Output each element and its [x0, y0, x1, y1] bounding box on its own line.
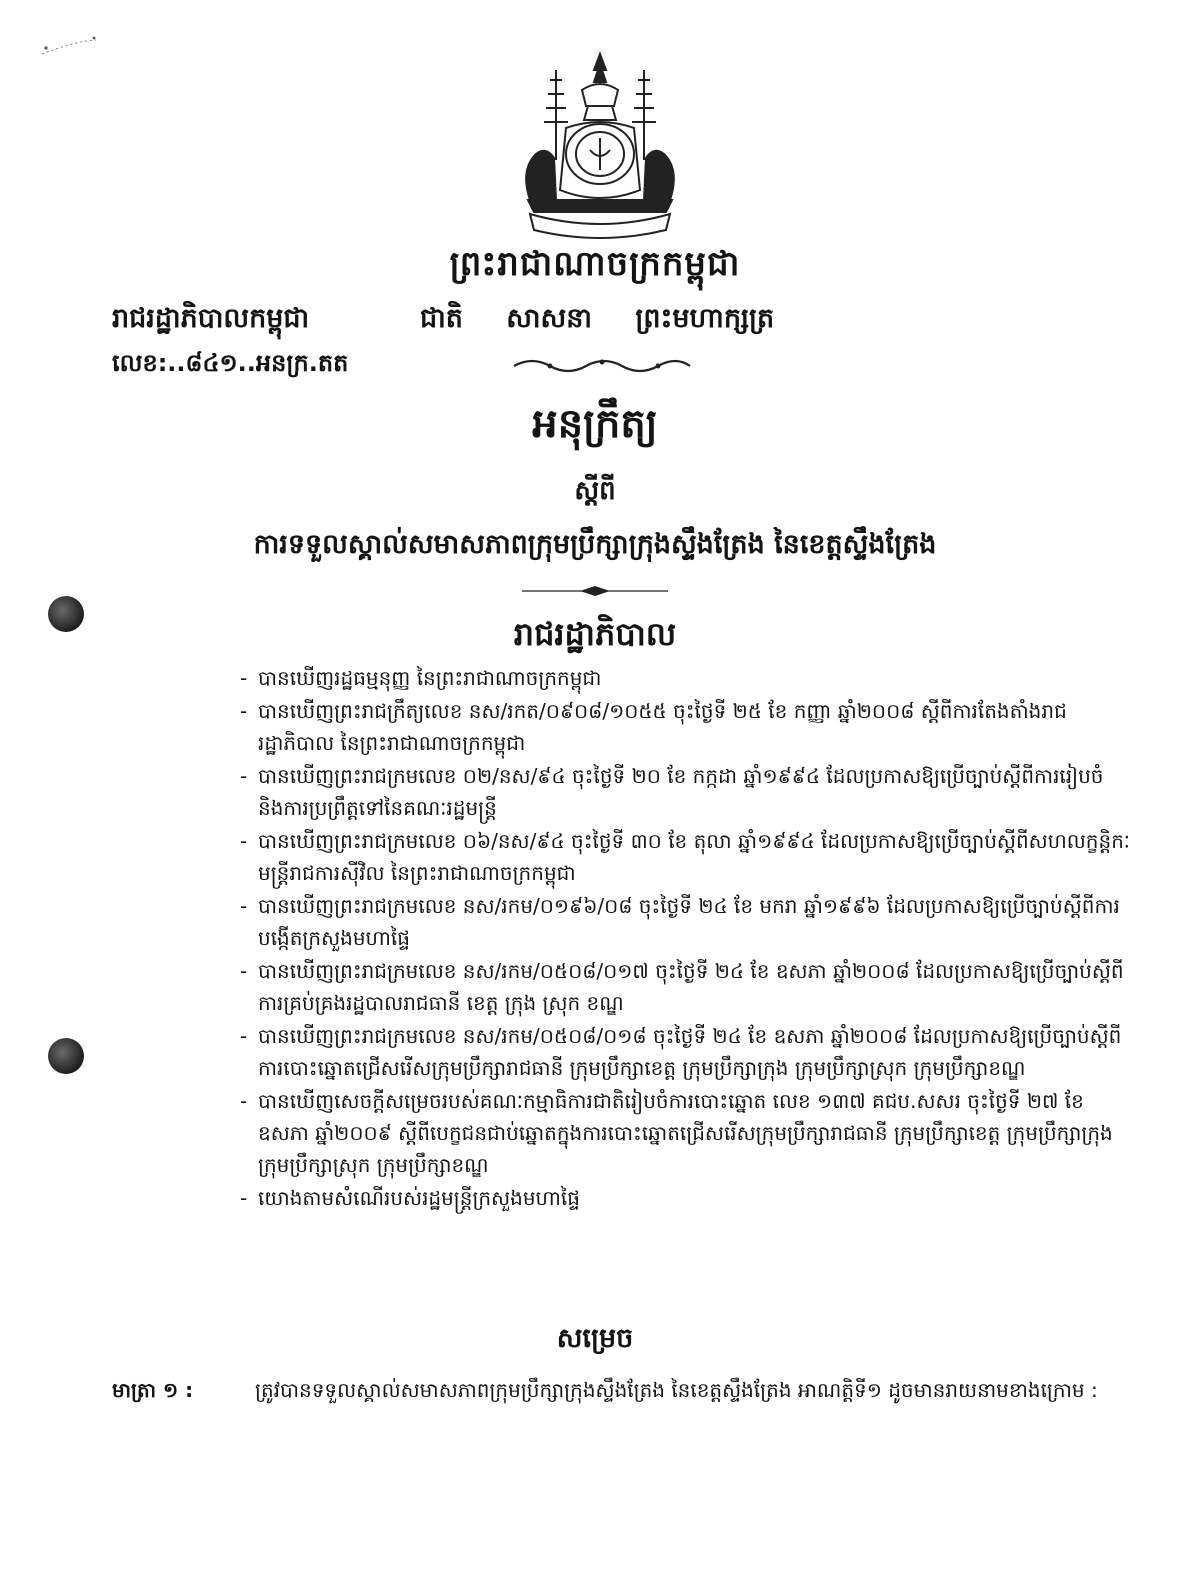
header-row [112, 302, 1012, 342]
preamble-item: - យោងតាមសំណើរបស់រដ្ឋមន្ត្រីក្រសួងមហាផ្ទៃ [240, 1182, 1135, 1214]
motto-nation: ជាតិ [420, 303, 463, 334]
motto-king: ព្រះមហាក្សត្រ [635, 303, 775, 334]
subject-divider [520, 584, 670, 598]
preamble-item: - បានឃើញរដ្ឋធម្មនុញ្ញ នៃព្រះរាជាណាចក្រកម្ពុជា [240, 662, 1135, 694]
decision-heading: សម្រេច [556, 1323, 634, 1354]
preamble-item: - បានឃើញព្រះរាជក្រមលេខ ០២/នស/៩៤ ចុះថ្ងៃទី ២០ ខែ កក្កដា ឆ្នាំ១៩៩៤ ដែលប្រកាសឱ្យប្រើច្បាប់ស្តីពីការរៀបចំ និងការប្រព្រឹត្តទៅនៃគណៈរដ្ឋមន្ត្រី [240, 760, 1135, 824]
motto-religion: សាសនា [506, 303, 592, 334]
royal-coat-of-arms-emblem [510, 50, 690, 240]
issuer-heading: រាជរដ្ឋាភិបាល [513, 615, 677, 653]
preamble-item: - បានឃើញព្រះរាជក្រឹត្យលេខ នស/រកត/០៩០៨/១០៥៥ ចុះថ្ងៃទី ២៥ ខែ កញ្ញា ឆ្នាំ២០០៨ ស្តីពីការតែងតាំងរាជរដ្ឋាភិបាល នៃព្រះរាជាណាចក្រកម្ពុជា [240, 695, 1135, 759]
preamble-list [240, 662, 1135, 1215]
preamble-item: - បានឃើញព្រះរាជក្រមលេខ នស/រកម/០១៩៦/០៨ ចុះថ្ងៃទី ២៤ ខែ មករា ឆ្នាំ១៩៩៦ ដែលប្រកាសឱ្យប្រើច្បាប់ស្តីពីការបង្កើតក្រសួងមហាផ្ទៃ [240, 890, 1135, 954]
preamble-item: - បានឃើញព្រះរាជក្រមលេខ ០៦/នស/៩៤ ចុះថ្ងៃទី ៣០ ខែ តុលា ឆ្នាំ១៩៩៤ ដែលប្រកាសឱ្យប្រើច្បាប់ស្តីពីសហលក្ខន្តិកៈមន្ត្រីរាជការស៊ីវិល នៃព្រះរាជាណាចក្រកម្ពុជា [240, 825, 1135, 889]
document-number: លេខ:..៨៤១..អនក្រ.តត [112, 349, 349, 377]
preamble-item: - បានឃើញព្រះរាជក្រមលេខ នស/រកម/០៥០៨/០១៨ ចុះថ្ងៃទី ២៤ ខែ ឧសភា ឆ្នាំ២០០៨ ដែលប្រកាសឱ្យប្រើច្បាប់ស្តីពីការបោះឆ្នោតជ្រើសរើសក្រុមប្រឹក្សារាជធានី ក្រុមប្រឹក្សាខេត្ត ក្រុមប្រឹក្សាក្រុង ក្រុមប្រឹក្សាស្រុក ក្រុមប្រឹក្សាខណ្ឌ [240, 1020, 1135, 1084]
national-motto [420, 302, 808, 341]
header-ornament-divider [512, 354, 692, 376]
document-type-title: អនុក្រឹត្យ [532, 401, 658, 447]
article-1 [112, 1374, 1137, 1407]
punch-hole-bottom [48, 1038, 84, 1074]
kingdom-heading: ព្រះរាជាណាចក្រកម្ពុជា [449, 244, 741, 284]
government-name: រាជរដ្ឋាភិបាលកម្ពុជា [112, 303, 310, 334]
article-1-text: ត្រូវបានទទួលស្គាល់សមាសភាពក្រុមប្រឹក្សាក្រុងស្ទឹងត្រែង នៃខេត្តស្ទឹងត្រែង អាណត្តិទី១ ដូចមានរាយនាមខាងក្រោម : [255, 1378, 1098, 1402]
scan-speck-mark [38, 34, 102, 62]
decree-subject: ការទទួលស្គាល់សមាសភាពក្រុមប្រឹក្សាក្រុងស្ទឹងត្រែង នៃខេត្តស្ទឹងត្រែង [253, 529, 937, 560]
about-label: ស្តីពី [574, 476, 616, 506]
preamble-item: - បានឃើញសេចក្តីសម្រេចរបស់គណៈកម្មាធិការជាតិរៀបចំការបោះឆ្នោត លេខ ១៣៧ គជប.សសរ ចុះថ្ងៃទី ២៧ ខែ ឧសភា ឆ្នាំ២០០៩ ស្តីពីបេក្ខជនជាប់ឆ្នោតក្នុងការបោះឆ្នោតជ្រើសរើសក្រុមប្រឹក្សារាជធានី ក្រុមប្រឹក្សាខេត្ត ក្រុមប្រឹក្សាក្រុង ក្រុមប្រឹក្សាស្រុក ក្រុមប្រឹក្សាខណ្ឌ [240, 1085, 1135, 1181]
preamble-item: - បានឃើញព្រះរាជក្រមលេខ នស/រកម/០៥០៨/០១៧ ចុះថ្ងៃទី ២៤ ខែ ឧសភា ឆ្នាំ២០០៨ ដែលប្រកាសឱ្យប្រើច្បាប់ស្តីពីការគ្រប់គ្រងរដ្ឋបាលរាជធានី ខេត្ត ក្រុង ស្រុក ខណ្ឌ [240, 955, 1135, 1019]
article-1-label: មាត្រា ១ : [112, 1378, 194, 1402]
